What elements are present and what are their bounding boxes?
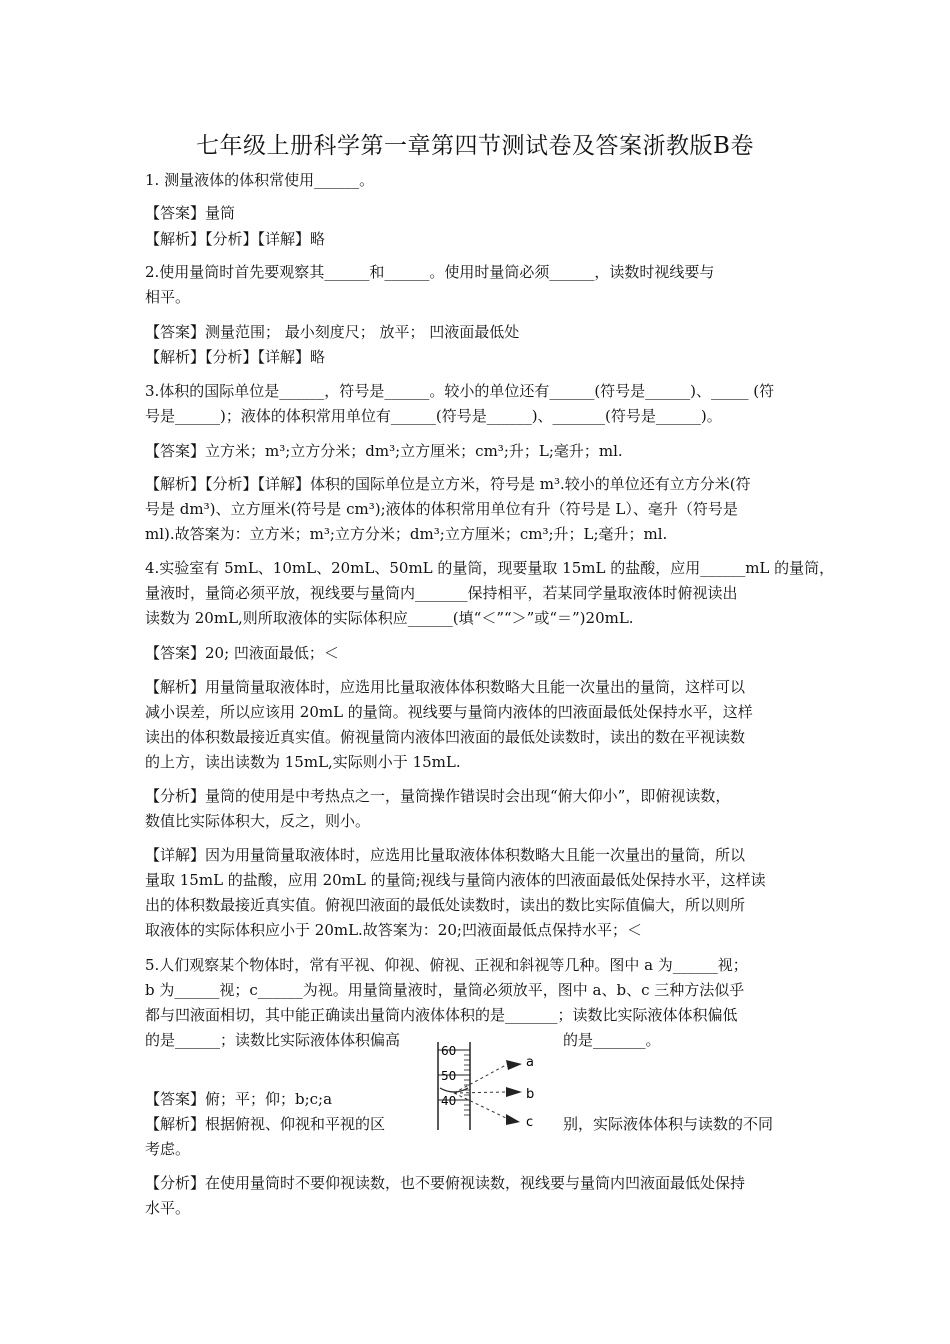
q5-fenxi-line: 【分析】在使用量筒时不要仰视读数，也不要俯视读数，视线要与量筒内凹液面最低处保持 xyxy=(145,1174,746,1192)
q4-xiangjie-line: 量取 15mL 的盐酸，应用 20mL 的量筒;视线与量筒内液体的凹液面最低处保持水平，这样读 xyxy=(145,871,766,889)
meniscus xyxy=(440,1088,468,1092)
eye-label-a: a xyxy=(526,1055,534,1070)
q1-question: 1. 测量液体的体积常使用______。 xyxy=(145,171,375,189)
q5-jiexi-line: 别，实际液体体积与读数的不同 xyxy=(563,1115,774,1133)
q4-xiangjie-line: 出的体积数最接近真实值。俯视凹液面的最低处读数时，读出的数比实际值偏大，所以则所 xyxy=(145,896,746,914)
sight-line-b xyxy=(454,1092,506,1093)
eye-icon-a xyxy=(506,1060,522,1070)
sight-line-a xyxy=(454,1065,506,1093)
q4-question-line: 量液时，量筒必须平放，视线要与量筒内_______保持相平，若某同学量取液体时俯视读出 xyxy=(145,584,738,602)
q3-answer: 【答案】立方米；m³;立方分米；dm³;立方厘米；cm³;升；L;毫升；ml. xyxy=(145,442,623,460)
q5-jiexi-line: 【解析】根据俯视、仰视和平视的区 xyxy=(145,1115,386,1133)
q5-jiexi-line: 考虑。 xyxy=(145,1140,191,1158)
eye-icon-c xyxy=(506,1114,520,1125)
tick-label: 50 xyxy=(441,1069,457,1083)
eye-label-c: c xyxy=(526,1115,534,1130)
document-title: 七年级上册科学第一章第四节测试卷及答案浙教版B卷 xyxy=(196,133,754,159)
q2-question-line: 2.使用量筒时首先要观察其______和______。使用时量筒必须______，读数时视线要与 xyxy=(145,263,715,281)
q1-analysis: 【解析】【分析】【详解】略 xyxy=(145,230,326,248)
q4-answer: 【答案】20; 凹液面最低；＜ xyxy=(145,644,339,662)
q2-answer: 【答案】测量范围； 最小刻度尺； 放平； 凹液面最低处 xyxy=(145,323,520,341)
q5-answer: 【答案】俯；平；仰；b;c;a xyxy=(145,1090,333,1108)
sight-line-c xyxy=(454,1093,506,1118)
tick-label: 60 xyxy=(441,1044,457,1058)
q4-xiangjie-line: 【详解】因为用量筒量取液体时，应选用比量取液体体积数略大且能一次量出的量筒，所以 xyxy=(145,846,746,864)
q3-question-line: 3.体积的国际单位是______，符号是______。较小的单位还有______(符号是______)、_____ (符 xyxy=(145,382,775,400)
q4-question-line: 4.实验室有 5mL、10mL、20mL、50mL 的量筒，现要量取 15mL 的盐酸，应用______mL 的量筒， xyxy=(145,559,835,577)
q1-answer: 【答案】量筒 xyxy=(145,204,236,222)
q5-question-line: b 为______视；c______为视。用量筒量液时，量筒必须放平，图中 a、b、c 三种方法似乎 xyxy=(145,981,745,999)
eye-icon-b xyxy=(506,1087,522,1097)
q5-question-line: 的是______；读数比实际液体体积偏高 xyxy=(145,1031,401,1049)
q5-question-line: 都与凹液面相切，其中能正确读出量筒内液体体积的是_______；读数比实际液体体积偏低 xyxy=(145,1006,738,1024)
q3-analysis-line: 号是 dm³)、立方厘米(符号是 cm³);液体的体积常用单位有升（符号是 L）、毫升（符号是 xyxy=(145,500,738,518)
q3-analysis-line: 【解析】【分析】【详解】体积的国际单位是立方米，符号是 m³.较小的单位还有立方分米(符 xyxy=(145,475,751,493)
q3-analysis-line: ml).故答案为：立方米；m³;立方分米；dm³;立方厘米；cm³;升；L;毫升；ml. xyxy=(145,525,668,543)
q3-question-line: 号是______)；液体的体积常用单位有______(符号是______)、_______(符号是______)。 xyxy=(145,407,722,425)
q5-question-line: 5.人们观察某个物体时，常有平视、仰视、俯视、正视和斜视等几种。图中 a 为______视； xyxy=(145,956,748,974)
graduated-cylinder-figure xyxy=(430,1040,555,1140)
q4-jiexi-line: 读出的体积数最接近真实值。俯视量筒内液体凹液面的最低处读数时，读出的数在平视读数 xyxy=(145,728,746,746)
q4-jiexi-line: 减小误差，所以应该用 20mL 的量筒。视线要与量筒内液体的凹液面最低处保持水平，这样 xyxy=(145,703,753,721)
q5-fenxi-line: 水平。 xyxy=(145,1199,191,1217)
q4-xiangjie-line: 取液体的实际体积应小于 20mL.故答案为：20;凹液面最低点保持水平；＜ xyxy=(145,921,642,939)
q5-question-line: 的是_______。 xyxy=(563,1031,661,1049)
q4-fenxi-line: 【分析】量筒的使用是中考热点之一，量筒操作错误时会出现“俯大仰小”，即俯视读数， xyxy=(145,787,731,805)
q2-analysis: 【解析】【分析】【详解】略 xyxy=(145,348,326,366)
tick-label: 40 xyxy=(441,1094,457,1108)
q4-fenxi-line: 数值比实际体积大，反之，则小。 xyxy=(145,812,371,830)
q2-question-line: 相平。 xyxy=(145,288,191,306)
eye-label-b: b xyxy=(526,1087,535,1102)
q4-question-line: 读数为 20mL,则所取液体的实际体积应______(填“＜”“＞”或“＝”)20mL. xyxy=(145,609,634,627)
q4-jiexi-line: 【解析】用量筒量取液体时，应选用比量取液体体积数略大且能一次量出的量筒，这样可以 xyxy=(145,678,746,696)
q4-jiexi-line: 的上方，读出读数为 15mL,实际则小于 15mL. xyxy=(145,753,461,771)
